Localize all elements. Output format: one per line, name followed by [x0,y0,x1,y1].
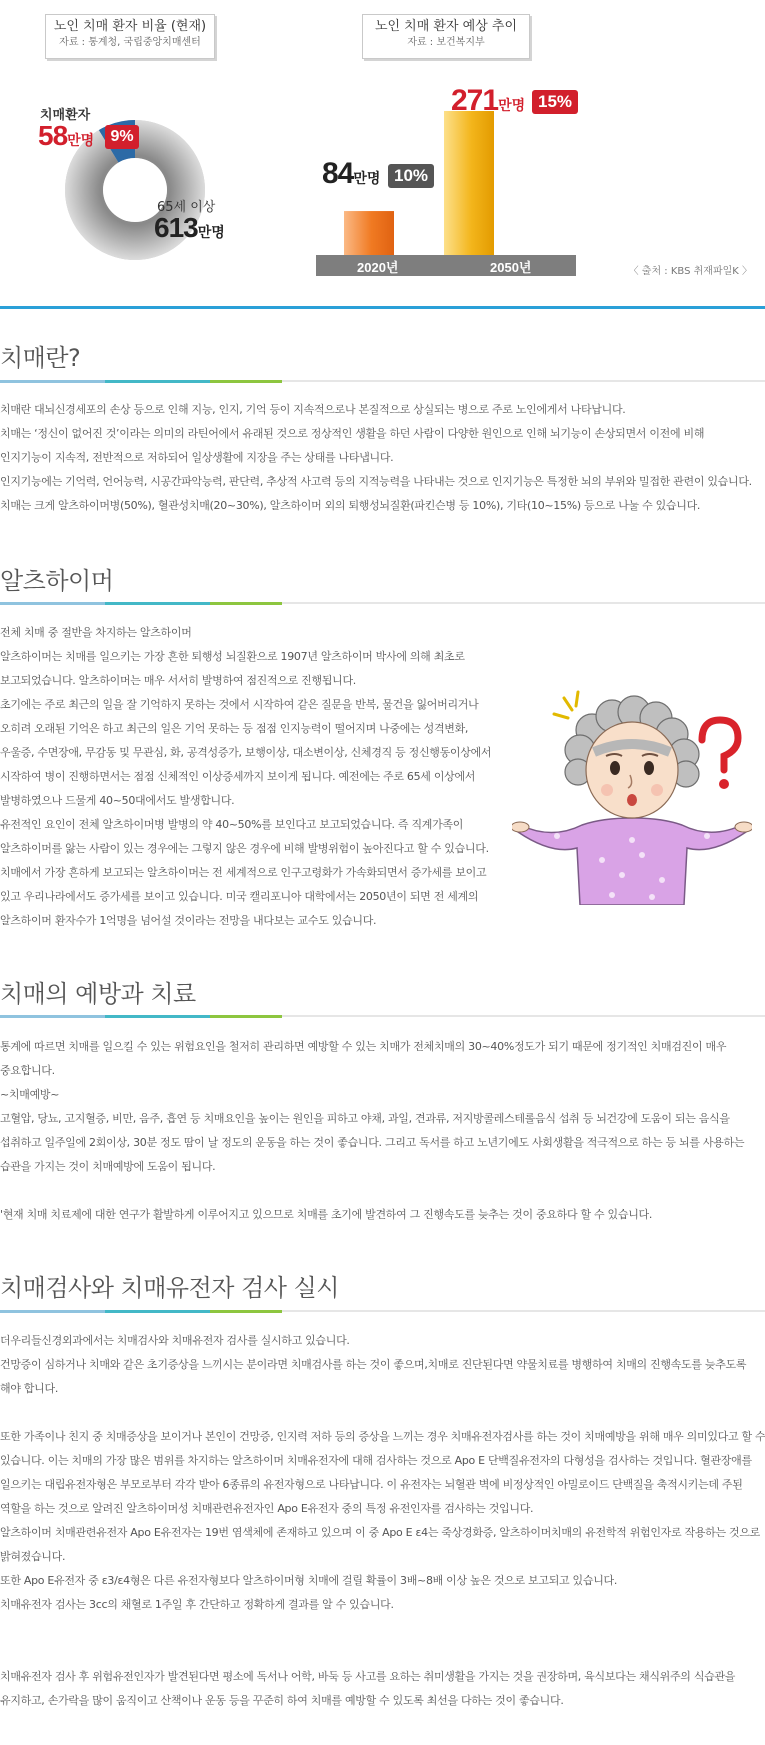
paragraph-line: 치매유전자 검사 후 위험유전인자가 발견된다면 평소에 독서나 어학, 바둑 등 사고를 요하는 취미생활을 가지는 것을 권장하며, 육식보다는 채식위주의 식습관을 [0,1670,736,1683]
confused-grandma-illustration [512,690,752,905]
paragraph-line: 습관을 가지는 것이 치매예방에 도움이 됩니다. [0,1160,216,1173]
paragraph-line: 치매유전자 검사는 3cc의 채혈로 1주일 후 간단하고 정확하게 결과를 알 수 있습니다. [0,1598,394,1611]
bar-x-axis [316,255,576,276]
donut-title: 노인 치매 환자 비율 (현재) [53,19,207,34]
paragraph-line: 또한 Apo E유전자 중 ε3/ε4형은 다른 유전자형보다 알츠하이머형 치매에 걸릴 확률이 3배~8배 이상 높은 것으로 보고되고 있습니다. [0,1574,618,1587]
paragraph-line: 알츠하이머 치매관련유전자 Apo E유전자는 19번 염색체에 존재하고 있으며 이 중 Apo E ε4는 죽상경화증, 알츠하이머치매의 유전학적 위험인자로 작용하는 것으로 [0,1526,761,1539]
section-underline [0,1310,765,1312]
bar-2020-pct: 10% [388,164,434,188]
donut-elderly-unit: 만명 [197,225,225,241]
bar-source: 자료 : 보건복지부 [407,37,485,48]
donut-patient-pct: 9% [105,125,139,149]
paragraph-line: 있고 우리나라에서도 증가세를 보이고 있습니다. 미국 캘리포니아 대학에서는 2050년이 되면 전 세계의 [0,890,479,903]
paragraph-line: 치매는 크게 알츠하이머병(50%), 혈관성치매(20~30%), 알츠하이머 외의 퇴행성뇌질환(파킨슨병 등 10%), 기타(10~15%) 등으로 나눌 수 있습니다. [0,499,701,512]
donut-patient-label: 치매환자 [40,108,91,123]
paragraph-line: 통계에 따르면 치매를 일으킬 수 있는 위험요인을 철저히 관리하면 예방할 수 있는 치매가 전체치매의 30~40%정도가 되기 때문에 정기적인 치매검진이 매우 [0,1040,727,1053]
paragraph-line: 건망증이 심하거나 치매와 같은 초기증상을 느끼시는 분이라면 치매검사를 하는 것이 좋으며,치매로 진단된다면 약물치료를 병행하여 치매의 진행속도를 늦추도록 [0,1358,747,1371]
paragraph-line: 알츠하이머 환자수가 1억명을 넘어설 것이라는 전망을 내다보는 교수도 있습니다. [0,914,377,927]
section-underline [0,602,765,604]
paragraph-line: 알츠하이머를 앓는 사람이 있는 경우에는 그렇지 않은 경우에 비해 발병위험이 높아진다고 할 수 있습니다. [0,842,489,855]
section-body-alzheimer [0,621,491,933]
paragraph-line: 있습니다. 이는 치매의 가장 많은 범위를 차지하는 알츠하이머 치매유전자에 대해 검사하는 것으로 Apo E 단백질유전자의 다형성을 검사하는 것입니다. 혈관장애를 [0,1454,752,1467]
paragraph-line [0,1401,765,1425]
paragraph-line: 인지기능에는 기억력, 언어능력, 시공간파악능력, 판단력, 추상적 사고력 등의 지적능력을 나타내는 것으로 인지기능은 특정한 뇌의 부위와 밀접한 관련이 있습니다. [0,475,752,488]
paragraph-line: 인지기능이 지속적, 전반적으로 저하되어 일상생활에 지장을 주는 상태를 나타냅니다. [0,451,394,464]
bar-title-box [362,14,530,59]
paragraph-line: '현재 치매 치료제에 대한 연구가 활발하게 이루어지고 있으므로 치매를 초기에 발견하여 그 진행속도를 늦추는 것이 중요하다 할 수 있습니다. [0,1208,653,1221]
bar-title: 노인 치매 환자 예상 추이 [374,19,518,34]
paragraph-line: 치매에서 가장 흔하게 보고되는 알츠하이머는 전 세계적으로 인구고령화가 가속화되면서 증가세를 보이고 [0,866,487,879]
paragraph-line: 일으키는 대립유전자형은 부모로부터 각각 받아 6종류의 유전자형으로 나타납니다. 이 유전자는 뇌혈관 벽에 비정상적인 아밀로이드 단백질을 축적시키는데 주된 [0,1478,743,1491]
section-title-prevention: 치매의 예방과 치료 [0,980,196,1008]
bar-2020년 [344,211,394,256]
section-body-dementia [0,398,752,518]
section-underline [0,380,765,382]
paragraph-line: 우울증, 수면장애, 무감동 및 무관심, 화, 공격성증가, 보행이상, 대소변이상, 신체경직 등 정신행동이상에서 [0,746,492,759]
bar-2020-number: 84 [322,157,354,190]
section-underline [0,1015,765,1017]
paragraph-line: 유전적인 요인이 전체 알츠하이머병 발병의 약 40~50%를 보인다고 보고되었습니다. 즉 직계가족이 [0,818,464,831]
paragraph-line: ~치매예방~ [0,1088,60,1101]
paragraph-line [0,1179,744,1203]
paragraph-line: 알츠하이머는 치매를 일으키는 가장 흔한 퇴행성 뇌질환으로 1907년 알츠하이머 박사에 의해 최초로 [0,650,465,663]
paragraph-line: 발병하였으나 드물게 40~50대에서도 발생합니다. [0,794,235,807]
paragraph-line: 시작하여 병이 진행하면서는 점점 신체적인 이상증세까지 보이게 됩니다. 예전에는 주로 65세 이상에서 [0,770,476,783]
bar-2020-unit: 만명 [353,171,381,187]
paragraph-line: 중요합니다. [0,1064,55,1077]
section-title-dementia: 치매란? [0,344,81,372]
paragraph-line: 해야 합니다. [0,1382,59,1395]
section-body-prevention [0,1035,744,1227]
paragraph-line: 치매란 대뇌신경세포의 손상 등으로 인해 지능, 인지, 기억 등이 지속적으로나 본질적으로 상실되는 병으로 주로 노인에게서 나타납니다. [0,403,626,416]
donut-source: 자료 : 통계청, 국립중앙치매센터 [59,37,201,48]
bar-2050-pct: 15% [532,90,578,114]
paragraph-line: 더우리들신경외과에서는 치매검사와 치매유전자 검사를 실시하고 있습니다. [0,1334,350,1347]
donut-elderly-label: 65세 이상 [157,200,216,215]
paragraph-line: 밝혀졌습니다. [0,1550,66,1563]
section-body-testing [0,1329,765,1713]
paragraph-line: 섭취하고 일주일에 2회이상, 30분 정도 땀이 날 정도의 운동을 하는 것이 좋습니다. 그리고 독서를 하고 노년기에도 사회생활을 적극적으로 하는 등 뇌를 사용하는 [0,1136,745,1149]
paragraph-line: 보고되었습니다. 알츠하이머는 매우 서서히 발병하여 점진적으로 진행됩니다. [0,674,357,687]
donut-patient-unit: 만명 [67,133,95,149]
paragraph-line [0,1617,765,1641]
paragraph-line: 전체 치매 중 절반을 차지하는 알츠하이머 [0,626,192,639]
bar-x-tick-2020: 2020년 [357,260,399,275]
donut-patient-number: 58 [38,120,68,151]
donut-title-box [45,14,215,59]
paragraph-line: 치매는 ‘정신이 없어진 것’이라는 의미의 라틴어에서 유래된 것으로 정상적인 생활을 하던 사람이 다양한 원인으로 인해 뇌기능이 손상되면서 이전에 비해 [0,427,705,440]
bar-2050-number: 271 [451,84,499,117]
paragraph-line [0,1641,765,1665]
paragraph-line: 초기에는 주로 최근의 일을 잘 기억하지 못하는 것에서 시작하여 같은 질문을 반복, 물건을 잃어버리거나 [0,698,479,711]
paragraph-line: 역할을 하는 것으로 알려진 알츠하이머성 치매관련유전자인 Apo E유전자 중의 특정 유전인자를 검사하는 것입니다. [0,1502,534,1515]
section-title-alzheimer: 알츠하이머 [0,567,114,595]
infographic-source: 〈 출처 : KBS 취재파일K 〉 [628,266,752,277]
donut-patient-value [38,120,94,152]
bar-2050-unit: 만명 [498,98,526,114]
bar-2050년 [444,111,494,256]
donut-elderly-value [154,212,225,244]
section-title-testing: 치매검사와 치매유전자 검사 실시 [0,1274,339,1302]
paragraph-line: 또한 가족이나 친지 중 치매증상을 보이거나 본인이 건망증, 인지력 저하 등의 증상을 느끼는 경우 치매유전자검사를 하는 것이 치매예방을 위해 매우 의미있다고 할 수 [0,1430,765,1443]
bar-2050-value [451,84,525,118]
paragraph-line: 고혈압, 당뇨, 고지혈증, 비만, 음주, 흡연 등 치매요인을 높이는 원인을 피하고 야채, 과일, 견과류, 저지방콜레스테롤음식 섭취 등 뇌건강에 도움이 되는 음식을 [0,1112,730,1125]
bar-x-tick-2050: 2050년 [490,260,532,275]
paragraph-line: 유지하고, 손가락을 많이 움직이고 산책이나 운동 등을 꾸준히 하여 치매를 예방할 수 있도록 최선을 다하는 것이 좋습니다. [0,1694,564,1707]
divider-rule [0,306,765,309]
bar-2020-value [322,157,380,191]
donut-elderly-number: 613 [154,212,198,243]
paragraph-line: 오히려 오래된 기억은 하고 최근의 일은 기억 못하는 등 점점 인지능력이 떨어지며 나중에는 성격변화, [0,722,469,735]
